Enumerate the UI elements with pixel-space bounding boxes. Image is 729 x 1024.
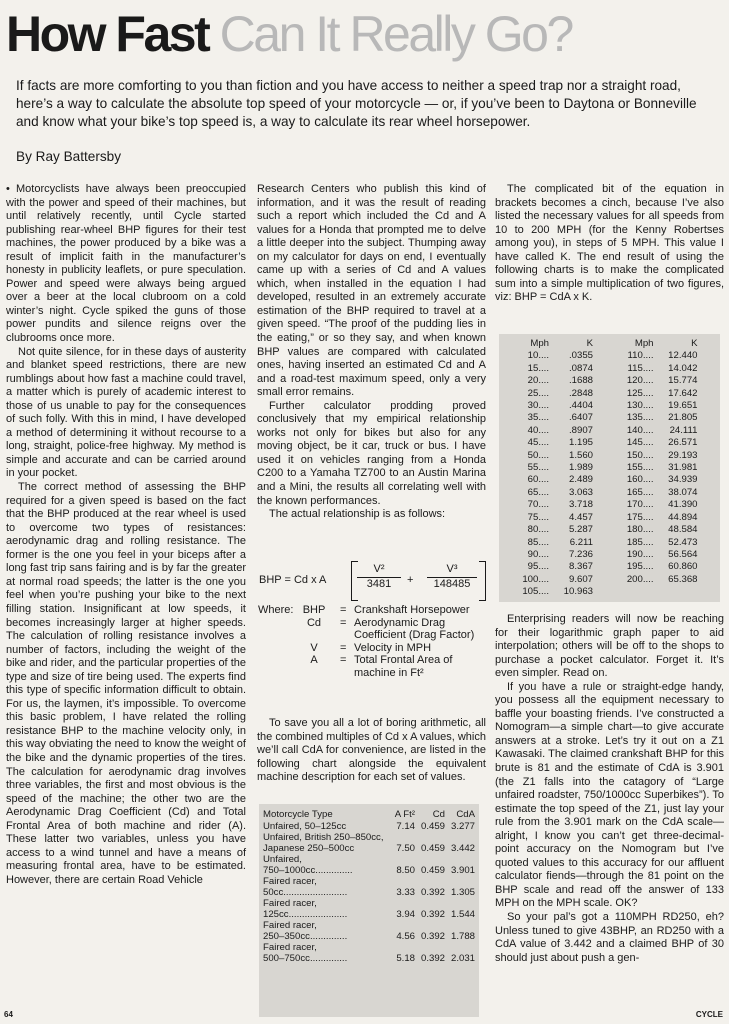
mph-value: 50.... (527, 449, 549, 461)
table-row (505, 524, 714, 536)
k-value: 8.367 (568, 561, 593, 573)
k-value: 14.042 (668, 362, 698, 374)
mph-value: 185.... (626, 536, 654, 548)
k-cell-left (505, 586, 610, 598)
table-row (505, 561, 714, 573)
table-row (263, 876, 475, 887)
def-where (258, 654, 288, 679)
cell-cda (445, 854, 475, 865)
table-row (505, 474, 714, 486)
table-row (263, 821, 475, 832)
formula-fraction-2 (427, 563, 477, 590)
cell-type: Faired racer, (263, 898, 317, 909)
cell-area: 5.18 (396, 953, 415, 964)
cell-cd (415, 854, 445, 865)
table-row (505, 400, 714, 412)
cell-area: 3.33 (396, 887, 415, 898)
mph-value: 15.... (527, 362, 549, 374)
column-1 (6, 183, 246, 887)
def-symbol: Cd (306, 616, 322, 629)
paragraph: Enterprising readers will now be reaching for their logarithmic graph paper to aid interpolation; others will be off to the shops to purchase a pocket calculator. Forget it. It’s even simpler. Read on. (495, 613, 724, 680)
table-row (263, 953, 475, 964)
k-cell-right (610, 375, 715, 387)
cell-cd (415, 898, 445, 909)
k-value: .8907 (568, 424, 593, 436)
k-value: 6.211 (569, 536, 593, 548)
bhp-formula (257, 561, 486, 601)
mph-value: 165.... (626, 486, 654, 498)
table-row (505, 574, 714, 586)
k-cell-right (610, 437, 715, 449)
formula-fraction-1 (357, 563, 401, 590)
k-value: 60.860 (668, 561, 698, 573)
k-cell-left (505, 512, 610, 524)
table-row (263, 909, 475, 920)
table-row (505, 388, 714, 400)
table-row (505, 512, 714, 524)
cell-cda: 1.544 (450, 909, 475, 920)
cell-cd (415, 920, 445, 931)
k-cell-left (505, 561, 610, 573)
table-row (263, 920, 475, 931)
header-mph: Mph (634, 338, 654, 349)
cell-cda: 1.305 (450, 887, 475, 898)
cell-cd: 0.392 (420, 953, 445, 964)
header-k: K (691, 338, 698, 349)
cell-cd: 0.459 (420, 843, 445, 854)
def-symbol: A (310, 654, 318, 667)
magazine-name: CYCLE (695, 1010, 723, 1019)
paragraph: The correct method of assessing the BHP required for a given speed is based on the fact that the BHP produced at the rear wheel is used to overcome two types of resistances: aerodynamic drag and rolling resistance. The former is the one you feel in your biceps after a long fast trip sans fairing and is by far the greater at normal road speeds; the latter is the one you feel when you’re pushing your bike to the next filling station. Insignificant at low speeds, it becomes increasingly larger at higher speeds. The calculation of rolling resistance involves a number of factors, including the weight of the bike and rider, and the particular properties of the type and size of tire being used. The experts find this type of specific information difficult to obtain. For us, the laymen, it’s impossible. To overcome this basic problem, I have related the rolling resistance BHP to the machine velocity only, in this way obviating the need to know the weight of the bike and the dynamic properties of the tires. The calculation for aerodynamic drag involves three variables, the first and most obvious is the speed of the machine; the other two are the Aerodynamic Drag Coefficient (Cd) and Total Frontal Area of both machine and rider (A). These latter two variables, unless you have access to a wind tunnel and have a means of measuring frontal area, have to be estimated. However, there are certain Road Vehicle (6, 481, 246, 886)
k-value: 65.368 (668, 573, 698, 585)
mph-value (610, 586, 654, 598)
cell-cda: 3.901 (450, 865, 475, 876)
k-cell-right (610, 363, 715, 375)
def-symbol: V (310, 641, 318, 654)
definition-row (258, 642, 487, 655)
def-meaning: Crankshaft Horsepower (354, 604, 470, 616)
cell-area: 7.14 (396, 821, 415, 832)
k-cell-right (610, 586, 715, 598)
k-cell-left (505, 474, 610, 486)
header-area: A Ft² (394, 809, 415, 820)
k-value: .4404 (568, 400, 593, 412)
mph-value: 10.... (527, 350, 549, 362)
mph-value: 85.... (527, 536, 549, 548)
table-row (263, 887, 475, 898)
k-cell-left (505, 425, 610, 437)
table-body (263, 821, 475, 964)
k-cell-right (610, 425, 715, 437)
table-row (263, 898, 475, 909)
paragraph: • Motorcyclists have always been preoccupied with the power and speed of their machines, but until relatively recently, until Cycle started publishing rear-wheel BHP figures for their test machines, the power produced by a bike was a result of implicit faith in the manufacturer’s honesty in publicity leaflets, or pure speculation. Power and speed were always being argued over a beer at the local clubroom on a cold winter’s night. Cycle spiked the guns of those power pundits and silence reigns over the clubrooms once more. (6, 183, 246, 345)
definition-row (258, 617, 487, 642)
k-cell-right (610, 524, 715, 536)
k-value: 5.287 (568, 524, 593, 536)
mph-value: 105.... (522, 586, 549, 598)
mph-value: 155.... (626, 462, 654, 474)
k-value: 17.642 (668, 387, 698, 399)
table-row (505, 425, 714, 437)
k-value: 31.981 (668, 462, 698, 474)
k-cell-right (610, 462, 715, 474)
cell-cd (415, 832, 445, 843)
cell-type: 500–750cc.............. (263, 953, 348, 964)
formula-lhs: BHP = Cd x A (259, 574, 327, 586)
k-value: 1.195 (568, 437, 593, 449)
def-meaning: Velocity in MPH (354, 641, 432, 654)
k-cell-left (505, 462, 610, 474)
k-cell-right (610, 400, 715, 412)
def-meaning: Total Frontal Area of machine in Ft² (354, 654, 453, 679)
k-cell-right (610, 549, 715, 561)
k-value: 2.489 (568, 474, 593, 486)
mph-value: 195.... (626, 561, 654, 573)
cell-cd (415, 942, 445, 953)
def-symbol: BHP (302, 604, 326, 616)
table-row (505, 462, 714, 474)
mph-value: 160.... (626, 474, 654, 486)
mph-value: 135.... (626, 412, 654, 424)
k-value: 34.939 (668, 474, 698, 486)
k-value: .6407 (568, 412, 593, 424)
table-header (263, 809, 475, 820)
k-cell-right (610, 561, 715, 573)
column-3-continued (495, 613, 724, 965)
k-cell-left (505, 549, 610, 561)
k-value: 7.236 (568, 548, 593, 560)
cell-type: Faired racer, (263, 920, 317, 931)
mph-value: 45.... (527, 437, 549, 449)
mph-value: 40.... (527, 424, 549, 436)
cell-area (385, 898, 415, 909)
mph-value: 145.... (626, 437, 654, 449)
k-cell-left (505, 487, 610, 499)
header-mph: Mph (530, 338, 549, 349)
k-cell-left (505, 524, 610, 536)
cell-type: Faired racer, (263, 876, 317, 887)
mph-value: 80.... (527, 524, 549, 536)
k-value: .0355 (568, 350, 593, 362)
def-equals: = (340, 641, 347, 654)
title-part-2: Can It Really Go? (219, 6, 572, 62)
paragraph: Not quite silence, for in these days of austerity and blanket speed restrictions, there are new rumblings about how fast a machine could travel, a matter which is purely of academic interest to those of us unable to pay for the consequences of such folly. With this in mind, I have developed a method of determining it without recourse to a long, straight, police-free highway. My method is simple and accurate and can be carried around in your pocket. (6, 345, 246, 480)
paragraph: The complicated bit of the equation in brackets becomes a cinch, because I’ve also listed the necessary values for all speeds from 10 to 200 MPH (for the Kenny Robertses among you), in steps of 5 MPH. This value I have called K. The end result of using the following charts is to make the complicated sum into a simple multiplication of two figures, viz: BHP = CdA x K. (495, 183, 724, 304)
table-row (505, 537, 714, 549)
cell-area (385, 942, 415, 953)
paragraph: The actual relationship is as follows: (269, 508, 446, 521)
cell-area (385, 832, 415, 843)
k-cell-left (505, 350, 610, 362)
cell-cda (445, 942, 475, 953)
cell-type: 125cc...................... (263, 909, 348, 920)
formula-plus: + (407, 574, 414, 586)
def-equals: = (340, 604, 347, 616)
table-row (505, 363, 714, 375)
column-2 (257, 183, 486, 522)
k-cell-right (610, 450, 715, 462)
k-cell-left (505, 450, 610, 462)
table-row (263, 865, 475, 876)
table-row (263, 854, 475, 865)
definition-row (258, 604, 487, 617)
k-cell-left (505, 574, 610, 586)
k-cell-right (610, 499, 715, 511)
cell-type: 50cc........................ (263, 887, 348, 898)
mph-value: 65.... (527, 486, 549, 498)
cell-cd (415, 876, 445, 887)
k-cell-right (610, 388, 715, 400)
mph-value: 125.... (626, 387, 654, 399)
article-title (6, 4, 572, 64)
k-value: .1688 (568, 375, 593, 387)
table-row (263, 843, 475, 854)
cell-cd: 0.392 (420, 931, 445, 942)
denominator: 148485 (433, 578, 471, 590)
def-equals: = (340, 616, 347, 629)
paragraph: If you have a rule or straight-edge handy, you possess all the equipment necessary to baffle your boasting friends. I’ve constructed a Nomogram—a simple chart—to give accurate answers at a stroke. Let’s try it out on a Z1 Kawasaki. The claimed crankshaft BHP for this brute is 81 and the estimate of CdA is 3.901 (the Z1 falls into the catagory of “Large unfaired roadster, 750/1000cc Superbikes”). To estimate the top speed of the Z1, just lay your rule from the 3.901 mark on the CdA scale—alright, I know you can’t get three-decimal-point accuracy on the Nomogram but I’ve quoted values to this accuracy for our affluent calculator fiends—through the 81 point on the BHP scale and read off the answer of 133 MPH on the MPH scale. OK? (495, 680, 724, 910)
cell-cda (445, 876, 475, 887)
mph-value: 190.... (626, 548, 654, 560)
k-value: 48.584 (668, 524, 698, 536)
k-cell-left (505, 437, 610, 449)
cell-area (385, 854, 415, 865)
table-row (505, 586, 714, 598)
header-cd: Cd (432, 809, 445, 820)
formula-bracket-right (479, 561, 486, 601)
k-value: .0874 (568, 362, 593, 374)
cell-area (385, 920, 415, 931)
cell-area: 8.50 (396, 865, 415, 876)
k-cell-right (610, 474, 715, 486)
k-cell-left (505, 375, 610, 387)
k-value: 10.963 (563, 586, 593, 598)
numerator: V³ (427, 563, 477, 578)
paragraph: To save you all a lot of boring arithmetic, all the combined multiples of Cd x A values, which we’ll call CdA for convenience, are listed in the following chart alongside the equivalent machine description for each set of values. (257, 717, 486, 784)
k-cell-right (610, 512, 715, 524)
mph-value: 20.... (527, 375, 549, 387)
table-row (505, 450, 714, 462)
def-where (258, 617, 288, 642)
motorcycle-type-table (259, 804, 479, 1017)
k-value: 44.894 (668, 511, 698, 523)
page-number: 64 (4, 1010, 13, 1019)
mph-value: 30.... (527, 400, 549, 412)
k-cell-right (610, 350, 715, 362)
cell-type: Unfaired, (263, 854, 302, 865)
table-body (505, 350, 714, 598)
cell-cda (445, 920, 475, 931)
k-cell-right (610, 412, 715, 424)
mph-value: 175.... (626, 511, 654, 523)
cell-cd: 0.392 (420, 909, 445, 920)
k-value: 1.560 (568, 449, 593, 461)
k-cell-left (505, 499, 610, 511)
cell-cda: 3.442 (450, 843, 475, 854)
cell-cda: 2.031 (450, 953, 475, 964)
mph-value: 150.... (626, 449, 654, 461)
table-row (505, 549, 714, 561)
cell-type: 250–350cc.............. (263, 931, 348, 942)
cell-area: 3.94 (396, 909, 415, 920)
mph-value: 70.... (527, 499, 549, 511)
k-value: 3.063 (568, 486, 593, 498)
mph-value: 120.... (626, 375, 654, 387)
k-cell-right (610, 574, 715, 586)
cell-cd: 0.459 (420, 865, 445, 876)
table-row (505, 412, 714, 424)
cell-area: 7.50 (396, 843, 415, 854)
table-header (505, 338, 714, 350)
k-cell-left (505, 412, 610, 424)
k-value: 9.607 (568, 573, 593, 585)
k-cell-left (505, 388, 610, 400)
k-value: 52.473 (668, 536, 698, 548)
def-where (258, 642, 288, 655)
table-row (505, 375, 714, 387)
k-value: 56.564 (668, 548, 698, 560)
k-value: .2848 (568, 387, 593, 399)
k-cell-right (610, 487, 715, 499)
k-value: 4.457 (568, 511, 593, 523)
mph-value: 200.... (626, 573, 654, 585)
def-meaning: Aerodynamic Drag Coefficient (Drag Factor) (354, 616, 475, 642)
mph-value: 55.... (527, 462, 549, 474)
paragraph: Further calculator prodding proved conclusively that my empirical relationship works not only for bikes but also for any moving object, be it car, truck or bus. I have used it on vehicles ranging from a Honda C200 to a Yamaha TZ700 to an Austin Marina and a Mini, the results all correlating well with the known performances. (257, 399, 486, 507)
table-row (505, 350, 714, 362)
header-cda: CdA (456, 809, 475, 820)
k-value: 12.440 (668, 350, 698, 362)
def-where: Where: (258, 604, 294, 616)
mph-value: 60.... (527, 474, 549, 486)
denominator: 3481 (366, 578, 392, 590)
paragraph: Research Centers who publish this kind of information, and it was the result of reading such a report which included the Cd and A values for a Honda that prompted me to delve a little deeper into the subject. Thumping away on my calculator for days on end, I eventually came up with a series of Cd and A values which, when installed in the equation I had developed, resulted in an extremely accurate estimation of the BHP required to travel at a given speed. “The proof of the pudding lies in the eating,” or so they say, and when known BHP values are compared with calculated ones, having inserted an estimated Cd and A and a road-test maximum speed, only a very small error remains. (257, 183, 486, 399)
cell-cda: 3.277 (450, 821, 475, 832)
cell-cda (445, 832, 475, 843)
intro-paragraph: If facts are more comforting to you than fiction and you have access to neither a speed trap nor a straight road, here’s a way to calculate the absolute top speed of your motorcycle — or, if you’ve been to Daytona or Bonneville and know what your bike’s top speed is, a way to calculate its rear wheel horsepower. (16, 78, 697, 130)
k-value: 15.774 (668, 375, 698, 387)
cell-cda (445, 898, 475, 909)
mph-value: 115.... (627, 362, 654, 374)
mph-value: 180.... (626, 524, 654, 536)
cell-type: Faired racer, (263, 942, 317, 953)
k-cell-right (610, 537, 715, 549)
column-2-continued (257, 717, 486, 785)
table-row (263, 832, 475, 843)
k-cell-left (505, 537, 610, 549)
k-cell-left (505, 363, 610, 375)
mph-value: 90.... (527, 548, 549, 560)
k-value: 24.111 (669, 424, 698, 436)
cell-type: Japanese 250–500cc (263, 843, 355, 854)
cell-type: 750–1000cc.............. (263, 865, 353, 876)
title-part-1: How Fast (6, 6, 209, 62)
k-value: 19.651 (668, 400, 698, 412)
mph-value: 170.... (626, 499, 654, 511)
formula-definitions (258, 604, 487, 680)
cell-cda: 1.788 (450, 931, 475, 942)
table-row (263, 931, 475, 942)
cell-area (385, 876, 415, 887)
table-row (505, 437, 714, 449)
table-row (505, 499, 714, 511)
table-row (505, 487, 714, 499)
cell-cd: 0.459 (420, 821, 445, 832)
k-value (654, 586, 698, 598)
k-value: 1.989 (568, 462, 593, 474)
column-3 (495, 183, 724, 305)
k-cell-left (505, 400, 610, 412)
cell-type: Unfaired, 50–125cc (263, 821, 347, 832)
def-equals: = (340, 654, 347, 667)
byline: By Ray Battersby (16, 149, 122, 164)
mph-value: 140.... (626, 424, 654, 436)
definition-row (258, 654, 487, 679)
table-row (263, 942, 475, 953)
mph-value: 110.... (627, 350, 654, 362)
k-value: 41.390 (668, 499, 698, 511)
mph-value: 75.... (527, 511, 549, 523)
mph-value: 130.... (626, 400, 654, 412)
cell-cd: 0.392 (420, 887, 445, 898)
k-value: 26.571 (668, 437, 698, 449)
k-value: 38.074 (668, 486, 698, 498)
mph-value: 35.... (527, 412, 549, 424)
header-k: K (586, 338, 593, 349)
mph-value: 25.... (527, 387, 549, 399)
k-value-table (499, 334, 720, 602)
k-value: 29.193 (668, 449, 698, 461)
cell-area: 4.56 (396, 931, 415, 942)
k-value: 21.805 (668, 412, 698, 424)
header-type: Motorcycle Type (263, 809, 333, 820)
k-value: 3.718 (568, 499, 593, 511)
paragraph: So your pal’s got a 110MPH RD250, eh? Unless tuned to give 43BHP, an RD250 with a CdA value of 3.442 and a claimed BHP of 30 should just about push a gen- (495, 911, 724, 964)
cell-type: Unfaired, British 250–850cc, (263, 832, 384, 843)
numerator: V² (357, 563, 401, 578)
mph-value: 95.... (527, 561, 549, 573)
mph-value: 100.... (522, 573, 549, 585)
